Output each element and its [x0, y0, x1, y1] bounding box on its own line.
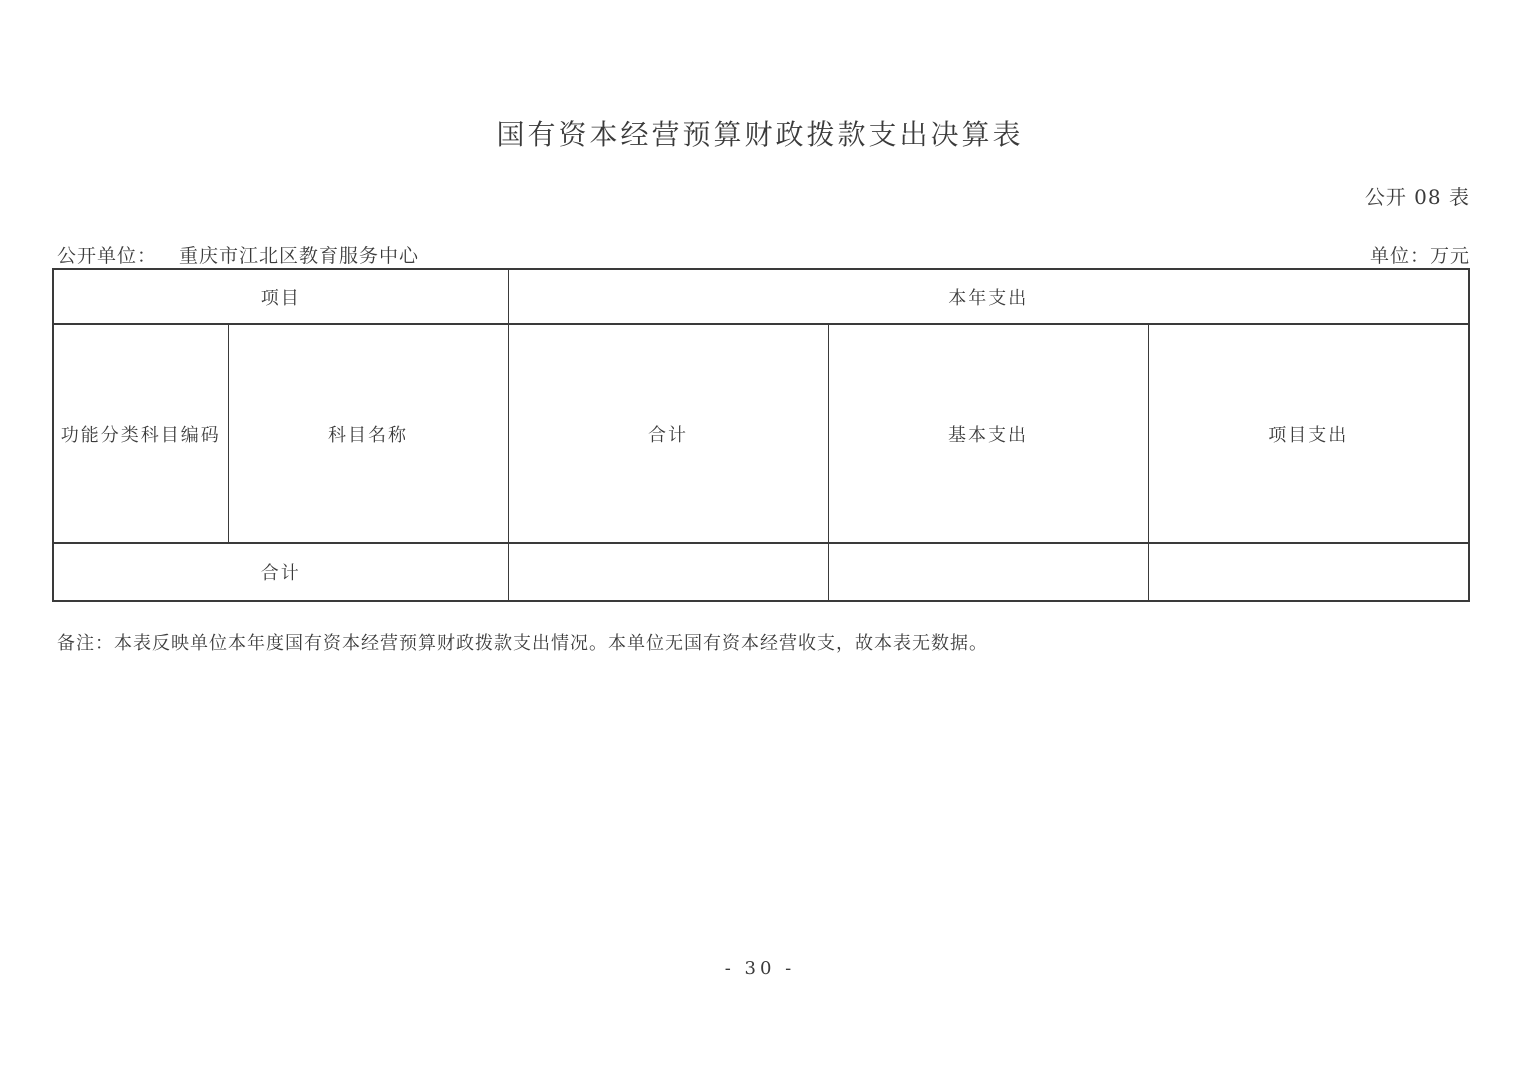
page-number: - 30 -: [724, 958, 796, 979]
total-row-project-value: [1148, 543, 1469, 601]
expenditure-table: [52, 268, 1470, 602]
header-project-expenditure: 项目支出: [1148, 324, 1469, 543]
note-text: 备注：本表反映单位本年度国有资本经营预算财政拨款支出情况。本单位无国有资本经营收支，故本表无数据。: [57, 633, 988, 654]
header-current-year-expenditure-group: 本年支出: [508, 269, 1469, 324]
table-code-label: 公开 08 表: [1364, 185, 1470, 209]
header-function-classification-code: 功能分类科目编码: [53, 324, 228, 543]
table-total-row: [53, 543, 1469, 601]
header-total: 合计: [508, 324, 828, 543]
total-row-label: 合计: [53, 543, 508, 601]
publish-unit: [57, 241, 419, 268]
publish-unit-label: 公开单位：: [57, 245, 158, 267]
unit-label: 单位：万元: [1369, 245, 1470, 267]
page-title: 国有资本经营预算财政拨款支出决算表: [496, 118, 1024, 151]
table-column-header-row: [53, 324, 1469, 543]
total-row-total-value: [508, 543, 828, 601]
table-group-header-row: [53, 269, 1469, 324]
header-project-group: 项目: [53, 269, 508, 324]
publish-unit-value: 重庆市江北区教育服务中心: [179, 245, 420, 267]
header-subject-name: 科目名称: [228, 324, 508, 543]
header-basic-expenditure: 基本支出: [828, 324, 1148, 543]
total-row-basic-value: [828, 543, 1148, 601]
meta-row: [57, 241, 1470, 268]
